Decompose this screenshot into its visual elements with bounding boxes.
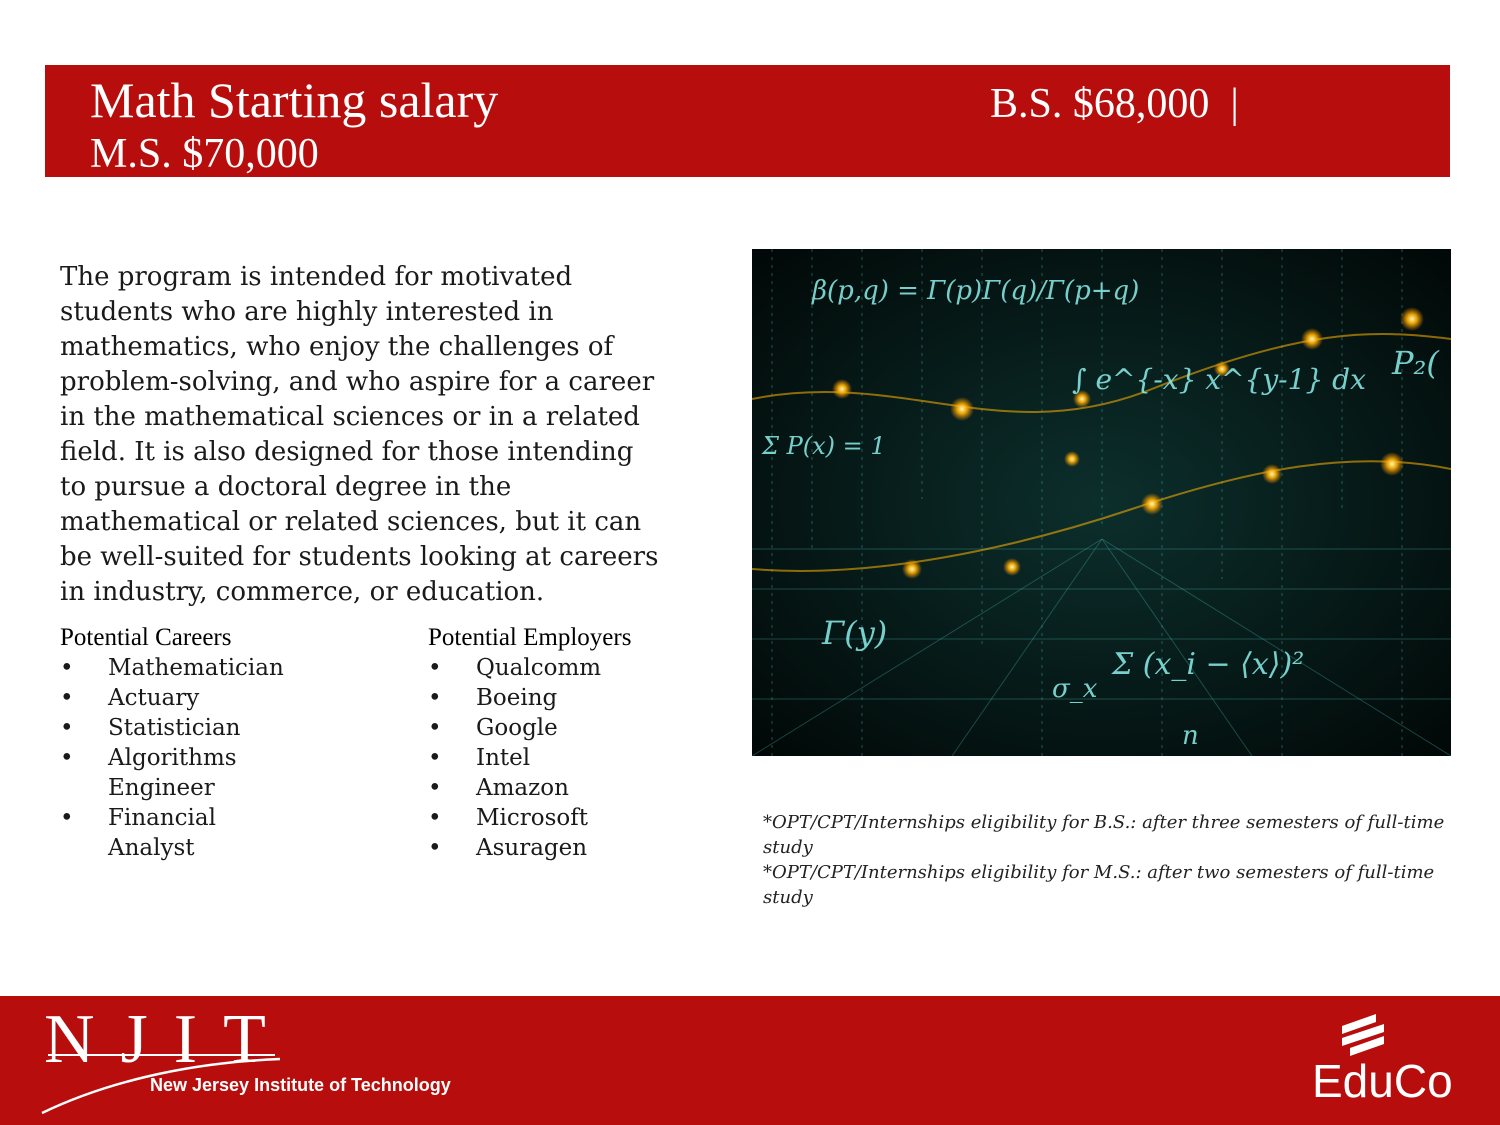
formula-n: n xyxy=(1182,721,1199,751)
list-item xyxy=(60,653,298,683)
educo-wordmark: EduCo xyxy=(1312,1055,1453,1107)
employers-heading: Potential Employers xyxy=(428,624,632,651)
employers-section xyxy=(428,623,688,863)
list-item xyxy=(428,803,688,833)
list-item xyxy=(60,743,298,803)
list-item xyxy=(428,713,688,743)
ms-salary: M.S. $70,000 xyxy=(90,131,319,177)
list-item xyxy=(428,833,688,863)
formula-gamma: Γ(y) xyxy=(822,614,888,652)
bullet-icon: • xyxy=(428,745,442,771)
career-label: Statistician xyxy=(108,715,241,741)
image-background xyxy=(752,249,1451,756)
list-item xyxy=(428,773,688,803)
bullet-icon: • xyxy=(428,835,442,861)
bullet-icon: • xyxy=(60,715,74,741)
educo-stripes-icon xyxy=(1336,1012,1416,1057)
employer-label: Boeing xyxy=(476,685,558,711)
bullet-icon: • xyxy=(428,775,442,801)
bullet-icon: • xyxy=(428,655,442,681)
employer-label: Amazon xyxy=(476,775,569,801)
math-formulas-illustration xyxy=(752,249,1451,756)
bs-eligibility-note: *OPT/CPT/Internships eligibility for B.S.: after three semesters of full-time study xyxy=(763,812,1445,858)
employer-label: Qualcomm xyxy=(476,655,602,681)
employer-label: Microsoft xyxy=(476,805,589,831)
njit-letters: NJIT xyxy=(44,1001,292,1078)
career-label: Actuary xyxy=(108,685,200,711)
formula-beta: β(p,q) = Γ(p)Γ(q)/Γ(p+q) xyxy=(812,276,1140,306)
list-item xyxy=(428,743,688,773)
formula-sum: Σ P(x) = 1 xyxy=(762,432,886,460)
formula-variance: Σ (x_i − ⟨x⟩)² xyxy=(1112,647,1305,682)
bullet-icon: • xyxy=(60,685,74,711)
employer-label: Intel xyxy=(476,745,531,771)
formula-sigma: σ_x xyxy=(1052,674,1098,704)
njit-swoosh-icon xyxy=(40,1001,460,1120)
bullet-icon: • xyxy=(60,655,74,681)
careers-heading: Potential Careers xyxy=(60,624,232,651)
njit-full-name: New Jersey Institute of Technology xyxy=(150,1075,451,1095)
bullet-icon: • xyxy=(428,685,442,711)
employer-label: Google xyxy=(476,715,558,741)
page-title: Math Starting salary xyxy=(90,72,499,128)
njit-logo xyxy=(40,1001,460,1120)
formula-p2: P₂( xyxy=(1392,344,1439,382)
bullet-icon: • xyxy=(60,745,74,771)
formula-integral: ∫ e^{-x} x^{y-1} dx xyxy=(1072,363,1366,396)
list-item xyxy=(60,803,298,863)
eligibility-notes xyxy=(763,810,1453,910)
employers-list xyxy=(428,653,688,863)
careers-list xyxy=(60,653,390,863)
bullet-icon: • xyxy=(60,805,74,831)
list-item xyxy=(60,713,298,743)
ms-eligibility-note: *OPT/CPT/Internships eligibility for M.S.: after two semesters of full-time study xyxy=(763,862,1435,908)
employer-label: Asuragen xyxy=(476,835,588,861)
list-item xyxy=(428,653,688,683)
educo-logo xyxy=(1300,1012,1470,1112)
program-description: The program is intended for motivated students who are highly interested in mathematics, who enjoy the challenges of problem-solving, and who aspire for a career in the mathematical sciences or in a related field. It is also designed for those intending to pursue a doctoral degree in the mathematical or related sciences, but it can be well-suited for students looking at careers in industry, commerce, or education. xyxy=(60,262,659,607)
career-label: Mathematician xyxy=(108,655,284,681)
bullet-icon: • xyxy=(428,805,442,831)
list-item xyxy=(428,683,688,713)
list-item xyxy=(60,683,298,713)
careers-section xyxy=(60,623,390,863)
bs-salary: B.S. $68,000 | xyxy=(990,81,1239,127)
bullet-icon: • xyxy=(428,715,442,741)
math-formulas-image xyxy=(752,249,1451,756)
career-label: Financial Analyst xyxy=(108,805,216,861)
career-label: Algorithms Engineer xyxy=(108,745,237,801)
